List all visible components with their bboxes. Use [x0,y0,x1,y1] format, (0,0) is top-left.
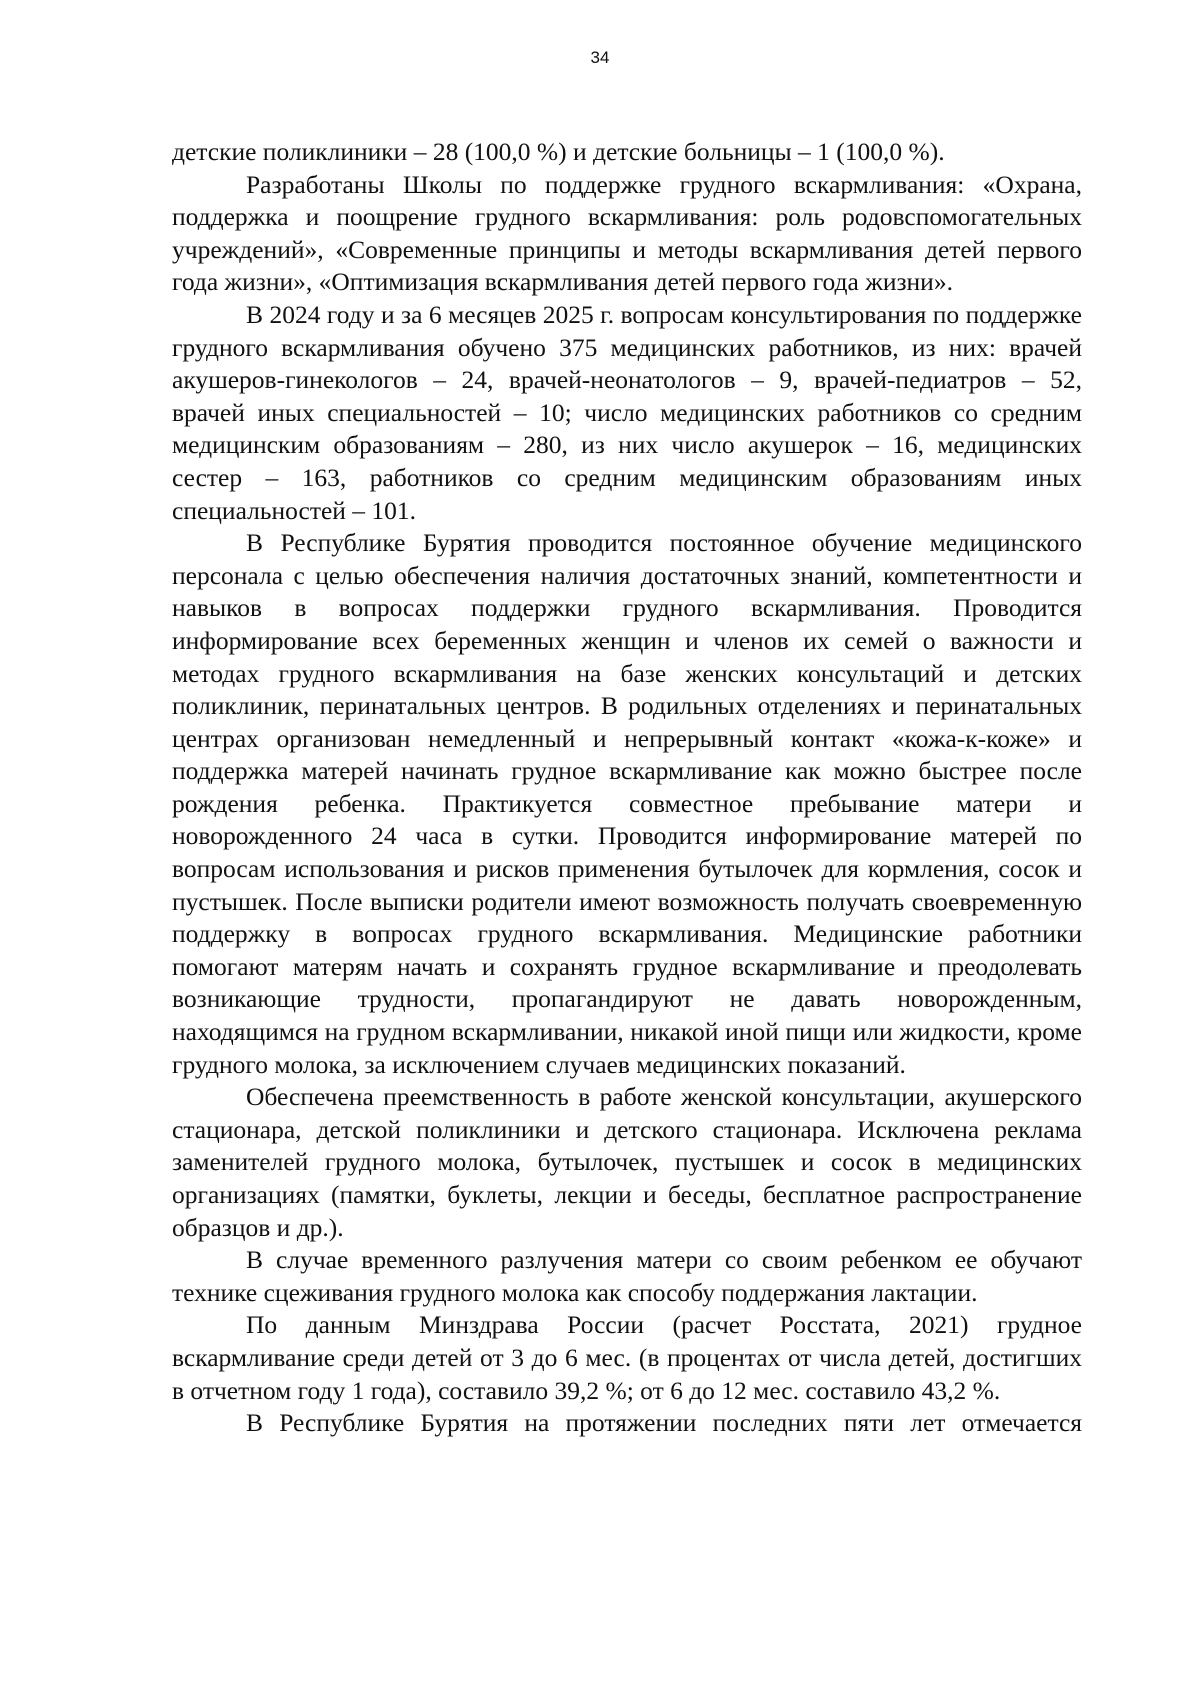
page-number: 34 [590,48,610,67]
paragraph-statistics: По данным Минздрава России (расчет Росстата, 2021) грудное вскармливание среди детей от 3 до 6 мес. (в процентах от числа детей, достигших в отчетном году 1 года), составило 39,2 %; от 6 до 12 мес. составило 43,2 %. [172,1310,1082,1405]
paragraph-separation: В случае временного разлучения матери со своим ребенком ее обучают технике сцеживания грудного молока как способу поддержания лактации. [172,1245,1082,1307]
paragraph-schools: Разработаны Школы по поддержке грудного вскармливания: «Охрана, поддержка и поощрение грудного вскармливания: роль родовспомогательных учреждений», «Современные принципы и методы вскармливания детей первого года жизни», «Оптимизация вскармливания детей первого года жизни». [172,169,1082,297]
paragraph-trend: В Республике Бурятия на протяжении последних пяти лет отмечается [246,1408,1082,1438]
paragraph-continuity: Обеспечена преемственность в работе женской консультации, акушерского стационара, детской поликлиники и детского стационара. Исключена реклама заменителей грудного молока, бутылочек, пустышек и сосок в медицинских организациях (памятки, буклеты, лекции и беседы, бесплатное распространение образцов и др.). [172,1082,1082,1242]
paragraph-staff-training: В Республике Бурятия проводится постоянное обучение медицинского персонала с целью обеспечения наличия достаточных знаний, компетентности и навыков в вопросах поддержки грудного вскармливания. Проводится информирование всех беременных женщин и членов их семей о важности и методах грудного вскармливания на базе женских консультаций и детских поликлиник, перинатальных центров. В родильных отделениях и перинатальных центрах организован немедленный и непрерывный контакт «кожа-к-коже» и поддержка матерей начинать грудное вскармливание как можно быстрее после рождения ребенка. Практикуется совместное пребывание матери и новорожденного 24 часа в сутки. Проводится информирование матерей по вопросам использования и рисков применения бутылочек для кормления, сосок и пустышек. После выписки родители имеют возможность получать своевременную поддержку в вопросах грудного вскармливания. Медицинские работники помогают матерям начать и сохранять грудное вскармливание и преодолевать возникающие трудности, пропагандируют не давать новорожденным, находящимся на грудном вскармливании, никакой иной пищи или жидкости, кроме грудного молока, за исключением случаев медицинских показаний. [172,528,1082,1079]
paragraph-training-2024: В 2024 году и за 6 месяцев 2025 г. вопросам консультирования по поддержке грудного вскармливания обучено 375 медицинских работников, из них: врачей акушеров-гинекологов – 24, врачей-неонатологов – 9, врачей-педиатров – 52, врачей иных специальностей – 10; число медицинских работников со средним медицинским образованиям – 280, из них число акушерок – 16, медицинских сестер – 163, работников со средним медицинским образованиям иных специальностей – 101. [172,299,1082,525]
paragraph-continuation: детские поликлиники – 28 (100,0 %) и детские больницы – 1 (100,0 %). [172,137,945,166]
document-body [172,136,1082,1440]
